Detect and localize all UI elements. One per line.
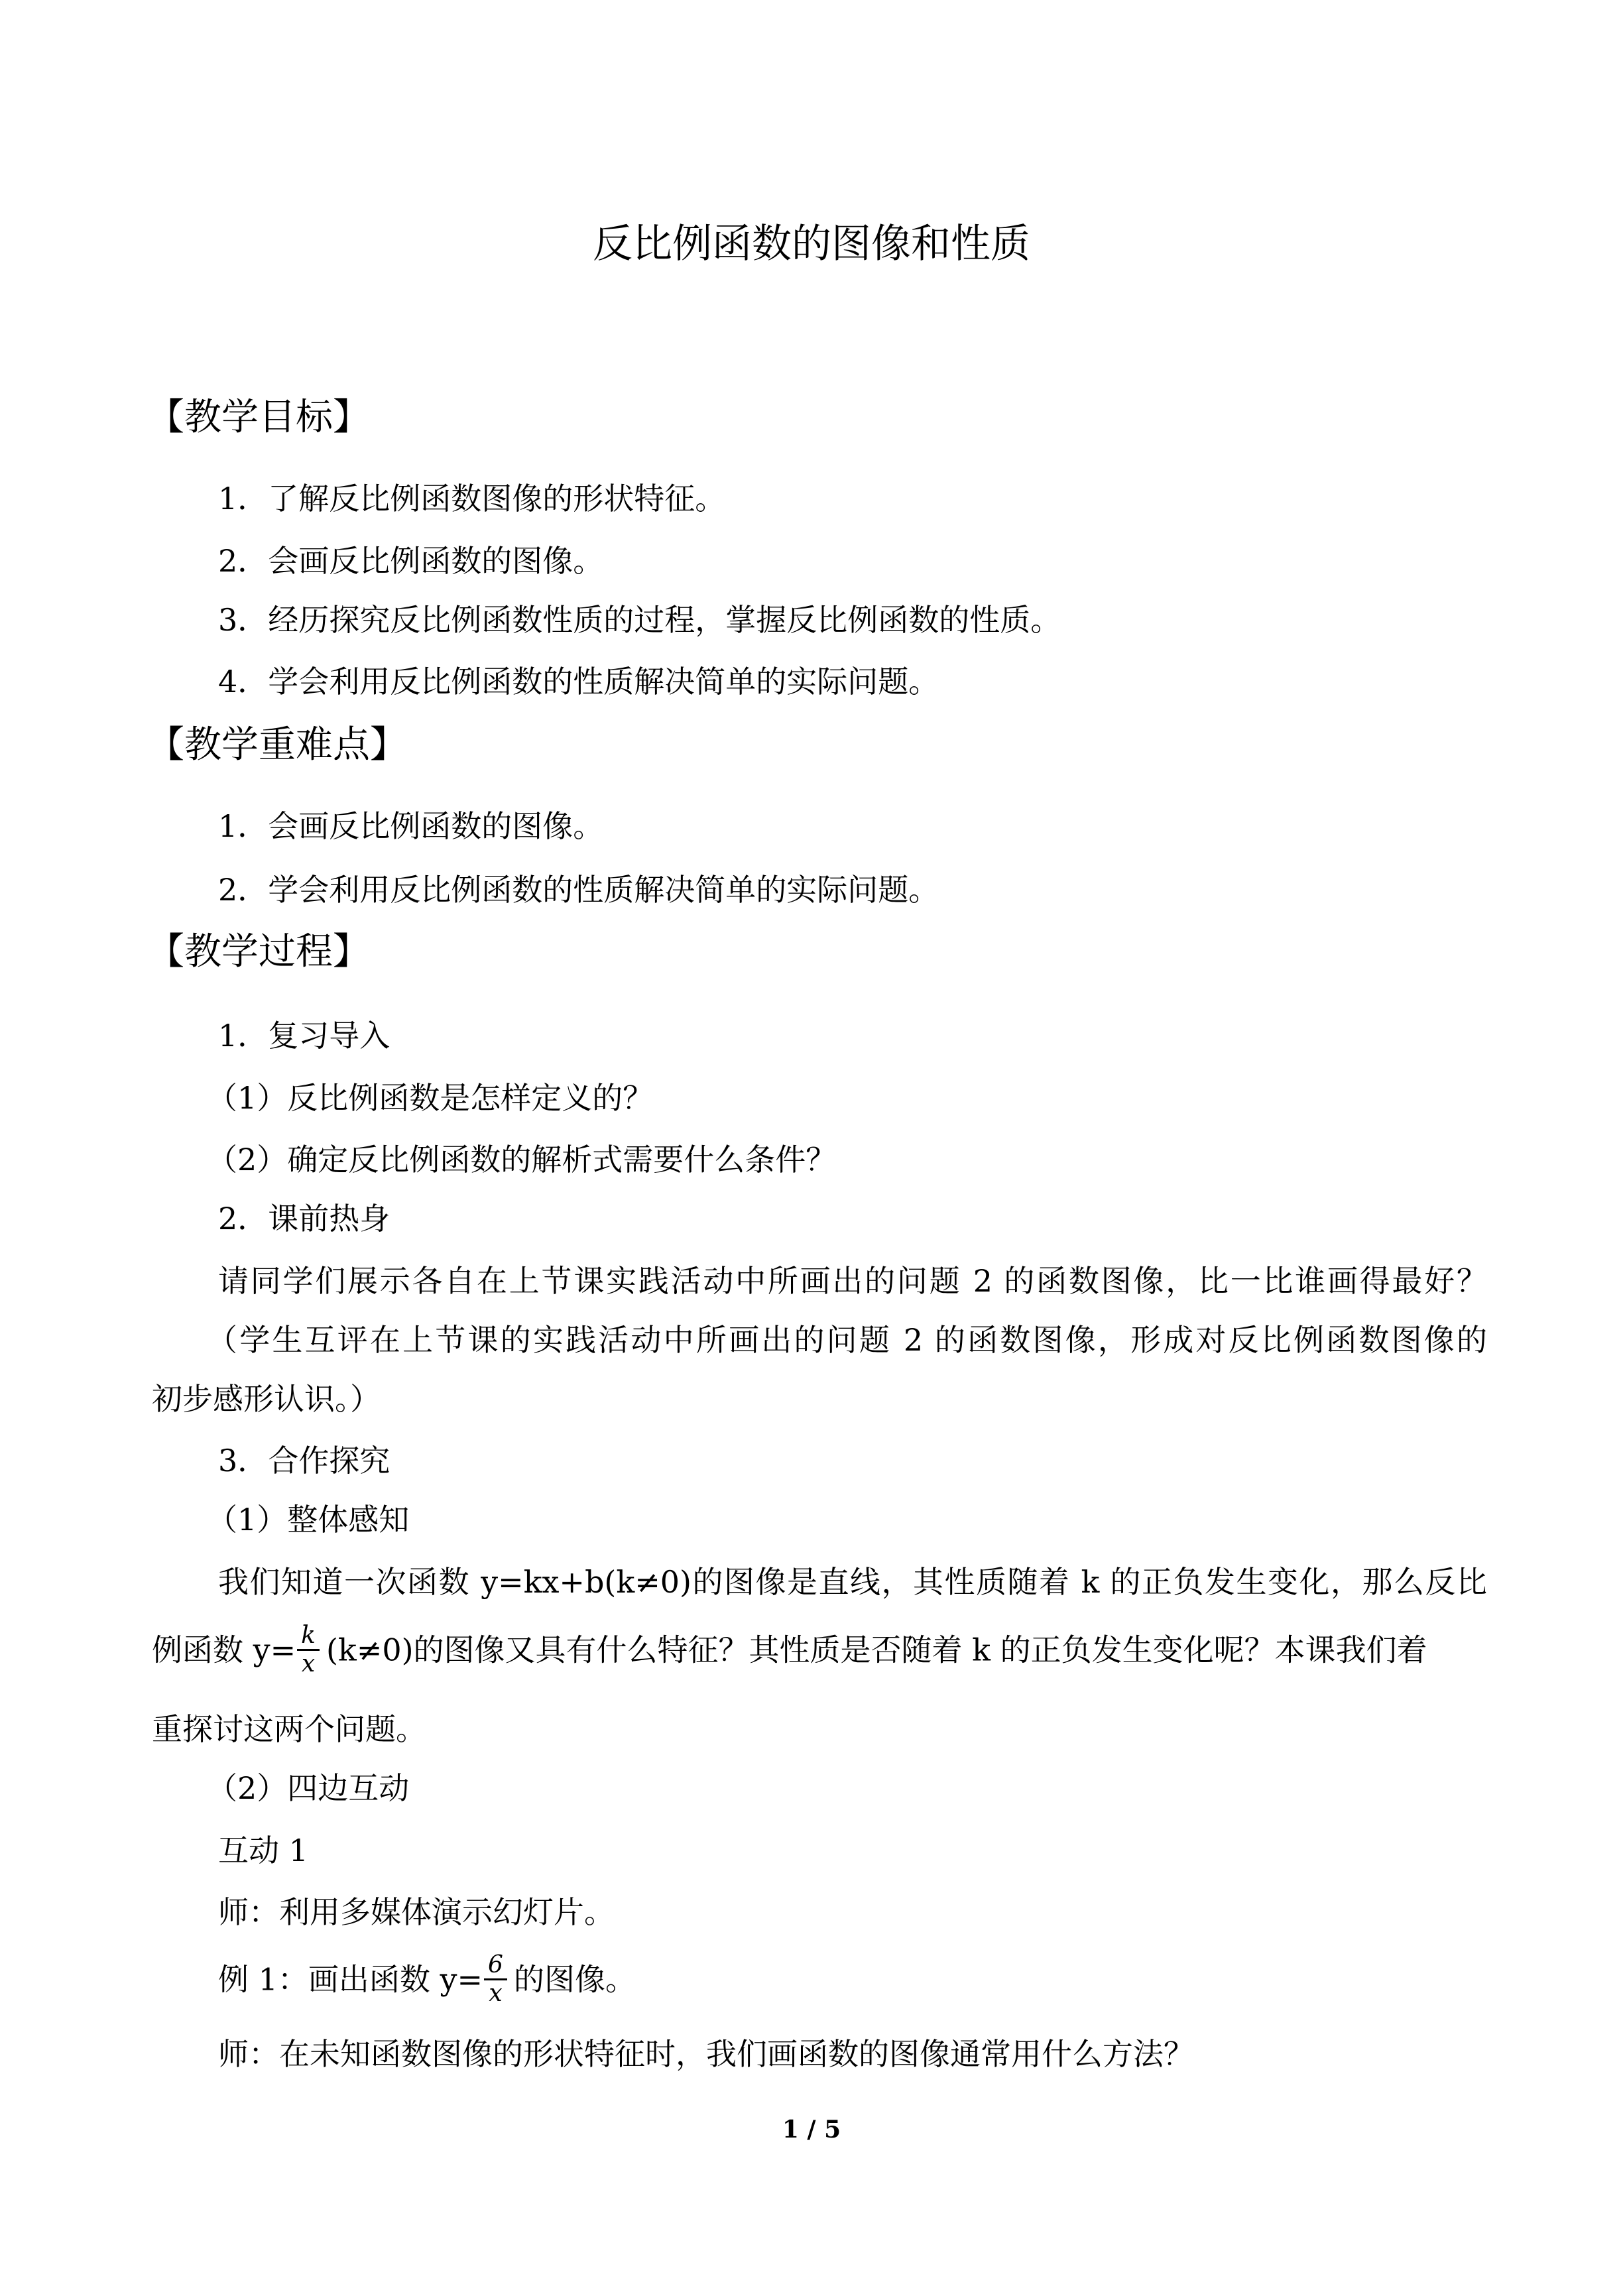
teacher-line: 师：利用多媒体演示幻灯片。 [218,1894,615,1930]
page-title: 反比例函数的图像和性质 [593,221,1030,267]
step-explore: 3．合作探究 [218,1443,391,1479]
goal-item: 1．了解反比例函数图像的形状特征。 [218,481,726,516]
heading-process: 【教学过程】 [147,930,370,973]
fraction-6-over-x [484,1952,507,2007]
teacher-line: 师：在未知函数图像的形状特征时，我们画函数的图像通常用什么方法？ [218,2036,1194,2072]
paragraph [152,1622,1487,1680]
text: 的图像。 [513,1961,636,1998]
paragraph: 我们知道一次函数 y=kx+b(k≠0)的图像是直线，其性质随着 k 的正负发生变化，那么反比 [218,1564,1487,1600]
numerator: k [297,1622,320,1651]
sub-step: （1）整体感知 [207,1502,410,1538]
goal-item: 4．学会利用反比例函数的性质解决简单的实际问题。 [218,664,939,699]
heading-goals: 【教学目标】 [147,396,370,439]
goal-item: 3．经历探究反比例函数性质的过程，掌握反比例函数的性质。 [218,602,1061,638]
text: (k≠0)的图像又具有什么特征？其性质是否随着 k 的正负发生变化呢？本课我们着 [326,1632,1427,1668]
keypoint-item: 2．学会利用反比例函数的性质解决简单的实际问题。 [218,872,939,908]
paragraph: （学生互评在上节课的实践活动中所画出的问题 2 的函数图像，形成对反比例函数图像的 [207,1322,1487,1358]
sub-step: （2）四边互动 [207,1770,410,1806]
interaction-heading: 互动 1 [218,1833,308,1868]
denominator: x [301,1650,316,1677]
step-review: 1．复习导入 [218,1018,391,1054]
heading-keypoints: 【教学重难点】 [147,723,407,766]
keypoint-item: 1．会画反比例函数的图像。 [218,808,604,844]
page-number: 1 / 5 [782,2116,841,2144]
question: （2）确定反比例函数的解析式需要什么条件？ [207,1142,837,1178]
text: 例函数 y= [152,1632,296,1668]
denominator: x [489,1980,503,2007]
step-warmup: 2．课前热身 [218,1201,391,1237]
fraction-k-over-x [297,1622,320,1677]
paragraph: 请同学们展示各自在上节课实践活动中所画出的问题 2 的函数图像，比一比谁画得最好？ [218,1263,1487,1299]
goal-item: 2．会画反比例函数的图像。 [218,543,604,579]
example [218,1951,636,2010]
question: （1）反比例函数是怎样定义的？ [207,1080,654,1116]
paragraph: 重探讨这两个问题。 [152,1711,426,1747]
paragraph: 初步感形认识。） [152,1381,381,1417]
numerator: 6 [484,1952,507,1980]
text: 例 1：画出函数 y= [218,1961,483,1998]
